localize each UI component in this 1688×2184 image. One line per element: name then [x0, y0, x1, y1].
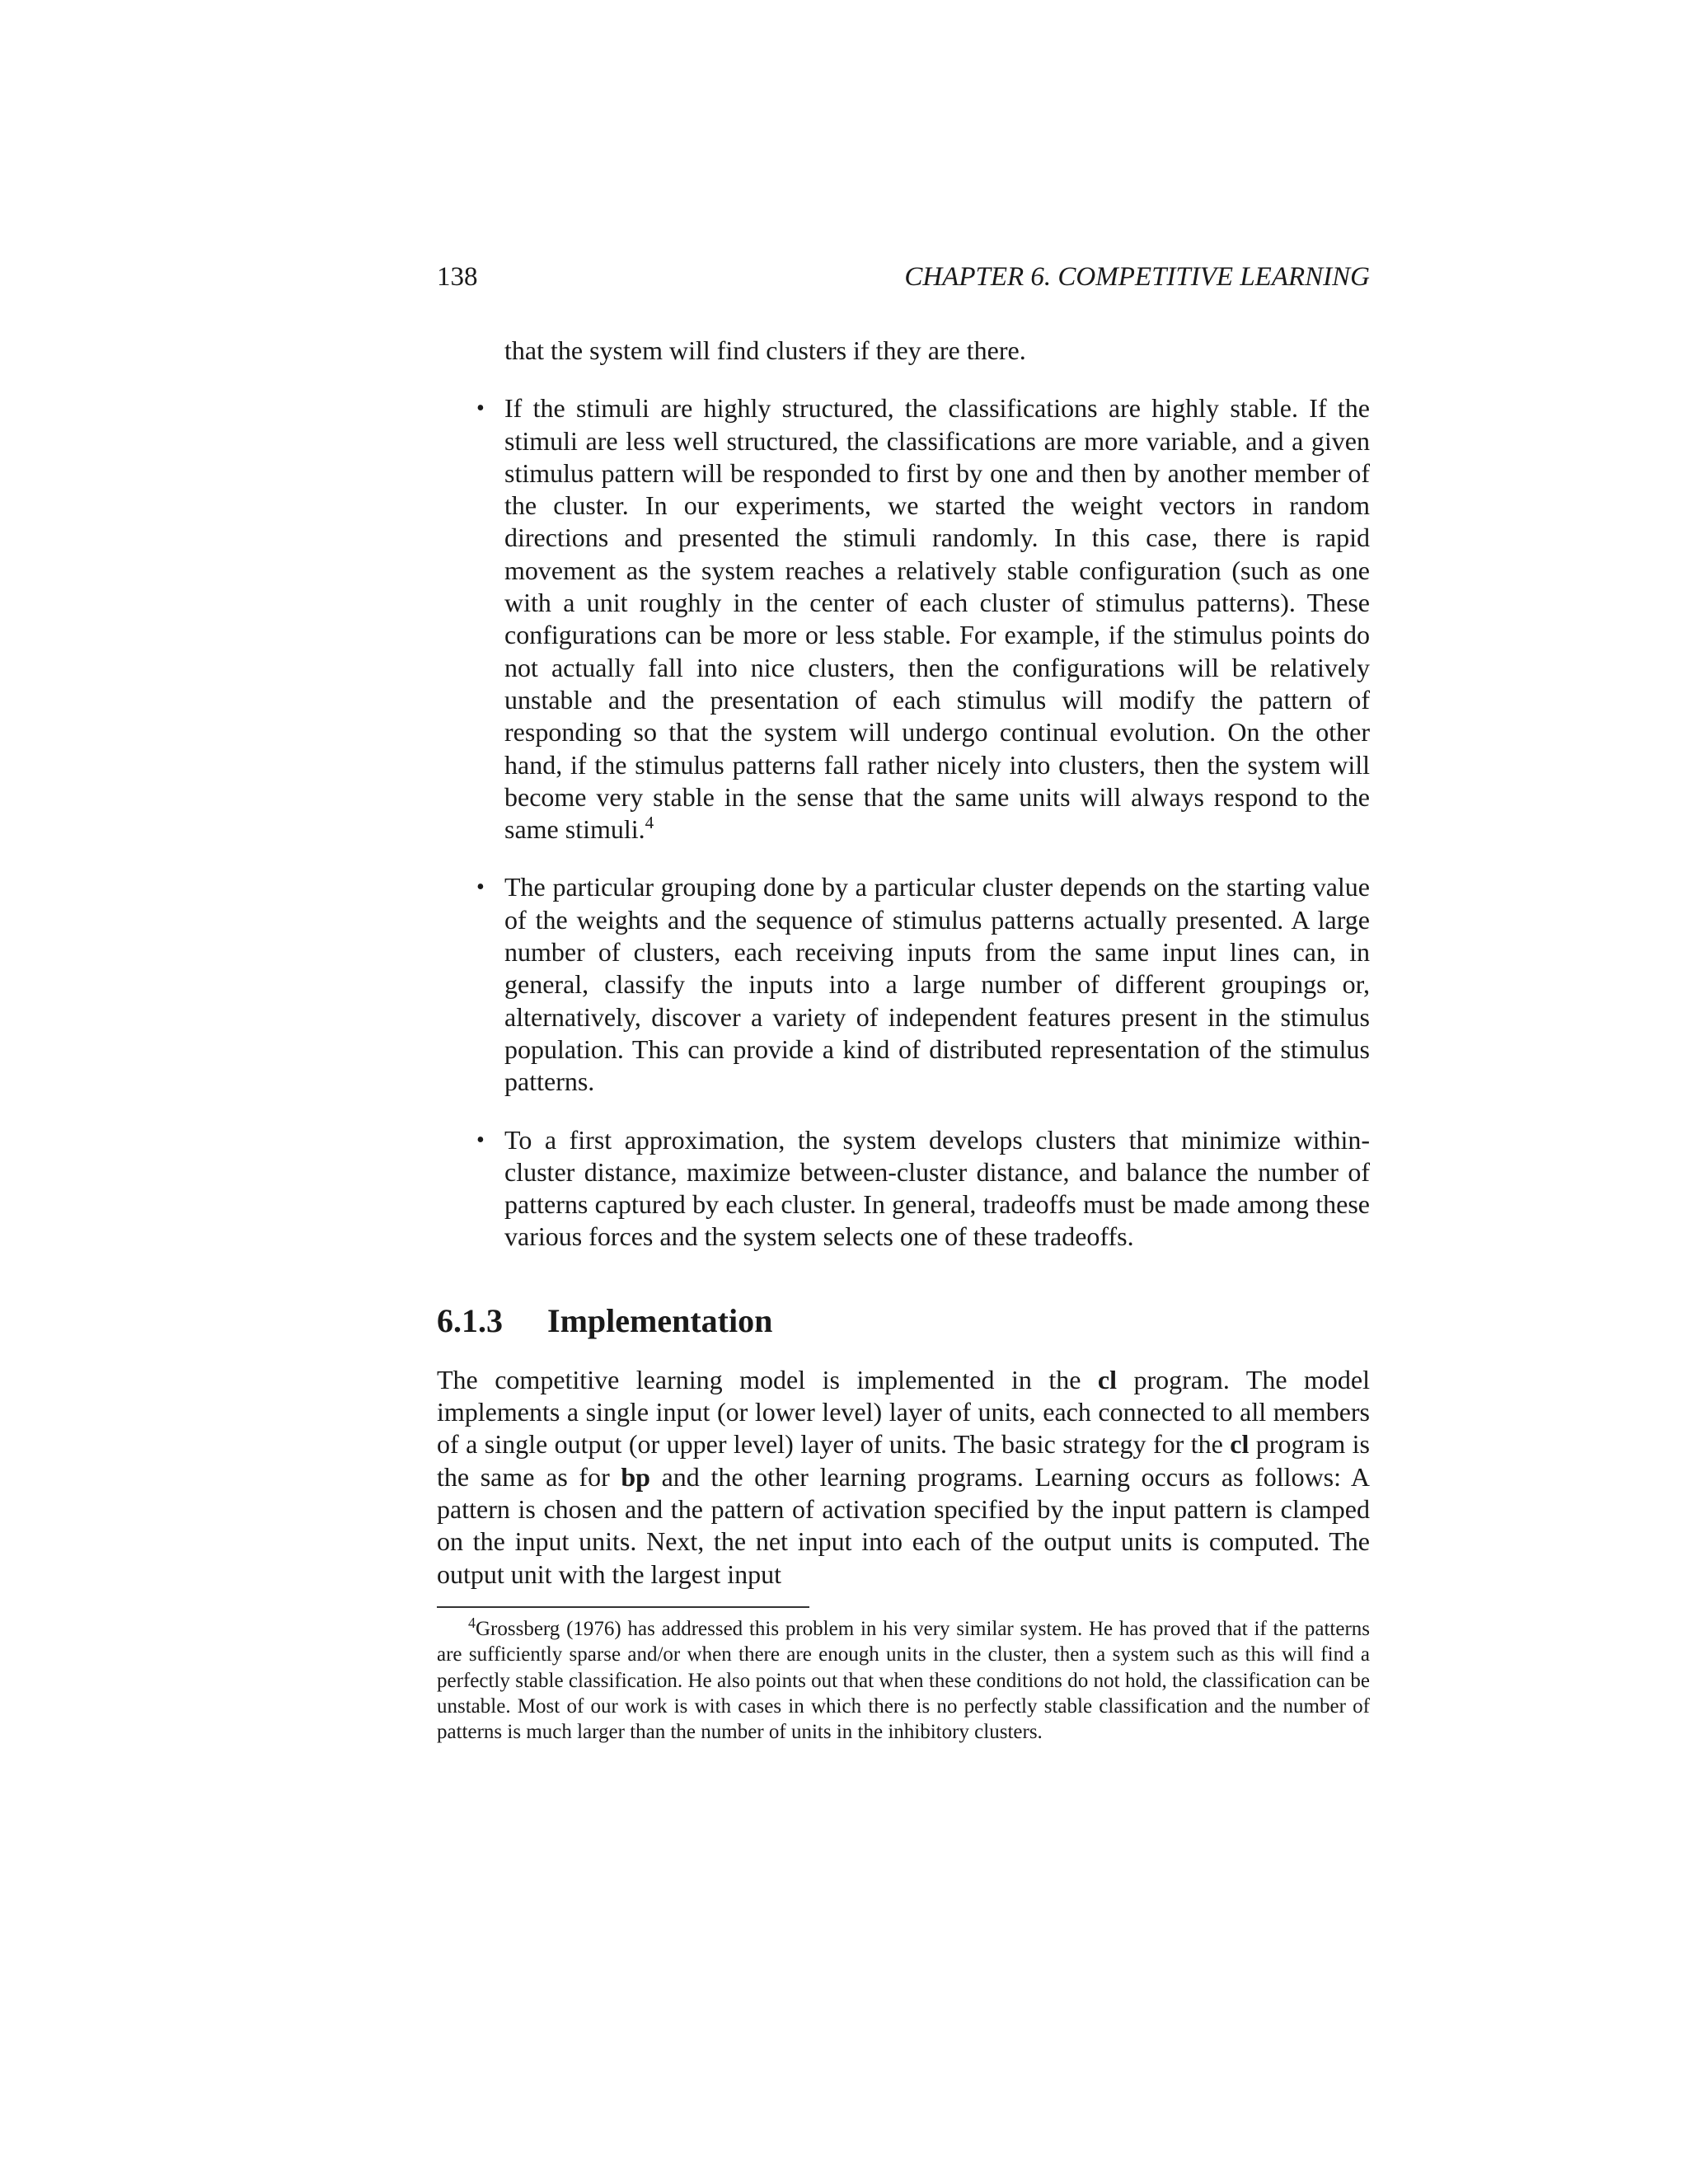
footnote — [437, 1616, 1370, 1746]
chapter-title: CHAPTER 6. COMPETITIVE LEARNING — [904, 262, 1370, 292]
section-title: Implementation — [547, 1301, 773, 1339]
page-number: 138 — [437, 262, 478, 292]
body-text: program is the same as for — [437, 1429, 1371, 1492]
list-item — [437, 392, 1370, 846]
footnote-number: 4 — [468, 1614, 476, 1631]
footnote-marker: 4 — [645, 813, 654, 833]
program-name: cl — [1097, 1364, 1117, 1394]
footnote-text: Grossberg (1976) has addressed this problem in his very similar system. He has proved that if the patterns are sufficiently sparse and/or when there are enough units in the cluster, then a system such as this will find a perfectly stable classification. He also points out that when these conditions do not hold, the classification can be unstable. Most of our work is with cases in which there is no perfectly stable classification and the number of patterns is much larger than the number of units in the inhibitory clusters. — [437, 1617, 1370, 1744]
list-item-text: If the stimuli are highly structured, the classifications are highly stable. If the stimuli are less well structured, the classifications are more variable, and a given stimulus pattern will be responded to first by one and then by another member of the cluster. In our experiments, we started the weight vectors in random directions and presented the stimuli randomly. In this case, there is rapid movement as the system reaches a relatively stable configuration (such as one with a unit roughly in the center of each cluster of stimulus patterns). These configurations can be more or less stable. For example, if the stimulus points do not actually fall into nice clusters, then the configurations will be relatively unstable and the presentation of each stimulus will modify the pattern of responding so that the system will undergo continual evolution. On the other hand, if the stimulus patterns fall rather nicely into clusters, then the system will become very stable in the sense that the same units will always respond to the same stimuli. — [504, 393, 1370, 845]
section-number: 6.1.3 — [437, 1301, 503, 1339]
continuation-text: that the system will find clusters if they are there. — [504, 335, 1026, 365]
program-name: cl — [1230, 1429, 1250, 1460]
list-item-text: To a first approximation, the system develops clusters that minimize within-cluster distance, maximize between-cluster distance, and balance the number of patterns captured by each cluster. In general, tradeoffs must be made among these various forces and the system selects one of these tradeoffs. — [504, 1124, 1370, 1252]
body-text: The competitive learning model is implemented in the — [437, 1364, 1098, 1394]
bullet-icon: • — [476, 874, 485, 901]
body-paragraph — [437, 1364, 1370, 1591]
bullet-list — [437, 392, 1370, 1253]
footnote-divider — [437, 1606, 809, 1608]
list-item — [437, 871, 1370, 1098]
list-item-text: The particular grouping done by a particular cluster depends on the starting value of the weights and the sequence of stimulus patterns actually presented. A large number of clusters, each receiving inputs from the same input lines can, in general, classify the inputs into a large number of different groupings or, alternatively, discover a variety of independent features present in the stimulus population. This can provide a kind of distributed representation of the stimulus patterns. — [504, 872, 1370, 1097]
bullet-icon: • — [476, 396, 485, 422]
page-content — [437, 262, 1370, 1746]
bullet-icon: • — [476, 1127, 485, 1153]
program-name: bp — [621, 1461, 650, 1492]
running-head — [437, 262, 1370, 295]
section-heading — [437, 1301, 1370, 1341]
body-text: program. The model implements a single input (or lower level) layer of units, each connected to all members of a single output (or upper level) layer of units. The basic strategy for the — [437, 1364, 1371, 1460]
list-item — [437, 1124, 1370, 1254]
body-text: and the other learning programs. Learning occurs as follows: A pattern is chosen and the pattern of activation specified by the input pattern is clamped on the input units. Next, the net input into each of the output units is computed. The output unit with the largest input — [437, 1461, 1371, 1589]
